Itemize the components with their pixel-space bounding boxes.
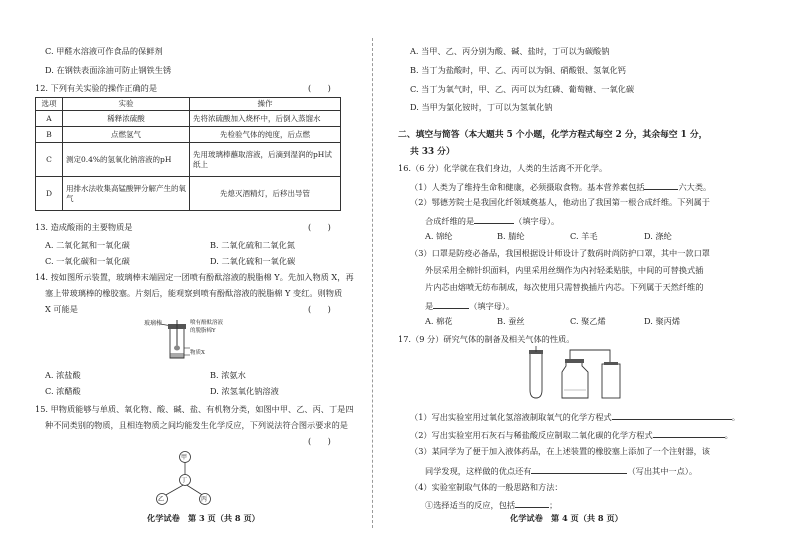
q14-option-c: C. 浓醋酸 (45, 386, 81, 396)
q12-answer-paren: ( ) (308, 83, 331, 93)
q14-stem-line3: X 可能是 (45, 304, 78, 314)
table-row (36, 143, 341, 177)
q17-part1-text: （1）写出实验室用过氧化氢溶液制取氧气的化学方程式 (410, 412, 612, 422)
q17-part4-sub1: ①选择适当的反应，包括 ； (425, 500, 558, 510)
q14-option-a: A. 浓盐酸 (45, 370, 81, 380)
table-cell-operation: 先将浓硫酸加入烧杯中，后倒入蒸馏水 (190, 111, 341, 127)
q11-option-c: C. 甲醛水溶液可作食品的保鲜剂 (45, 46, 163, 56)
q14-stem-line2: 塞上带玻璃棒的橡胶塞。片刻后，能观察到喷有酚酞溶液的脱脂棉 Y 变红。则物质 (45, 288, 343, 298)
q15-option-c: C. 当丁为氧气时，甲、乙、丙可以为红磷、葡萄糖、一氧化碳 (410, 84, 635, 94)
q16-part2-suffix: （填字母）。 (514, 216, 560, 226)
table-row (36, 127, 341, 143)
q17-part4-sub1-text: ①选择适当的反应，包括 (425, 500, 516, 510)
q16-part3-option-d: D. 聚丙烯 (644, 316, 681, 326)
q17-part3-text: 同学发现，这样做的优点还有 (425, 466, 532, 476)
q15-node-yi: 乙 (158, 496, 165, 503)
q16-part2-blank[interactable] (474, 214, 514, 224)
q14-figure-label-cotton1: 喷有酚酞溶液 (190, 320, 224, 326)
q16-part1-blank[interactable] (644, 180, 678, 190)
page-footer-left: 化学试卷 第 3 页（共 8 页） (147, 513, 260, 523)
q15-stem-line1: 15. 甲物质能够与单质、氧化物、酸、碱、盐、有机物分类，如图中甲、乙、丙、丁是四 (35, 404, 354, 414)
table-cell-operation: 先用玻璃棒蘸取溶液，后滴到湿润的pH试纸上 (190, 143, 341, 177)
q16-part2-option-d: D. 涤纶 (644, 231, 672, 241)
q14-answer-paren: ( ) (308, 304, 331, 314)
page-footer-right: 化学试卷 第 4 页（共 8 页） (510, 513, 623, 523)
q17-part1-blank[interactable] (612, 410, 732, 420)
q14-figure-label-cotton2: 的脱脂棉Y (190, 328, 216, 334)
q15-stem-line2: 种不同类别的物质，且相连物质之间均能发生化学反应，下列说法符合图示要求的是 (45, 420, 348, 430)
q15-node-ding: 丁 (181, 477, 188, 484)
q16-part2-line2 (425, 214, 559, 227)
q17-apparatus-figure (524, 346, 634, 402)
q16-part2-text: 合成纤维的是 (425, 216, 475, 226)
q16-part2-option-a: A. 锦纶 (425, 231, 453, 241)
q15-option-a: A. 当甲、乙、丙分别为酸、碱、盐时，丁可以为碳酸钠 (410, 46, 610, 56)
q14-figure-label-substance: 物质X (190, 350, 205, 356)
q14-option-b: B. 浓氨水 (210, 370, 246, 380)
q16-part3-line1: （3）口罩是防疫必备品，我国根据设计师设计了数码时尚防护口罩，其中一款口罩 (410, 248, 710, 258)
page-divider (372, 38, 373, 528)
q15-option-d: D. 当甲为氯化铵时，丁可以为氢氧化钠 (410, 102, 553, 112)
q16-stem: 16.（6 分）化学就在我们身边，人类的生活离不开化学。 (398, 163, 608, 173)
q14-option-d: D. 浓氢氧化钠溶液 (210, 386, 279, 396)
q16-part3-line2: 外层采用全棉针织面料，内里采用丝绸作为内衬轻柔贴肤，中间的可替换式插 (425, 265, 704, 275)
q13-option-c: C. 一氧化碳和一氧化碳 (45, 256, 130, 266)
q14-figure-label-glass-rod: 玻璃棒 (144, 320, 163, 327)
q17-stem: 17.（9 分）研究气体的制备及相关气体的性质。 (398, 334, 575, 344)
q16-part2-option-c: C. 羊毛 (570, 231, 598, 241)
q13-option-d: D. 二氧化硫和一氧化碳 (210, 256, 296, 266)
q13-answer-paren: ( ) (308, 222, 331, 232)
section-2-heading-line1: 二、填空与简答（本大题共 5 个小题，化学方程式每空 2 分，其余每空 1 分， (398, 130, 708, 140)
q16-part2-option-b: B. 腈纶 (497, 231, 525, 241)
q13-option-a: A. 二氧化氮和一氧化碳 (45, 240, 130, 250)
q17-part3-blank[interactable] (531, 464, 627, 474)
table-row (36, 177, 341, 211)
table-header-experiment: 实验 (63, 98, 190, 111)
q12-stem: 12. 下列有关实验的操作正确的是 (35, 83, 158, 93)
q14-stem-line1: 14. 按如图所示装置，玻璃棒末端固定一团喷有酚酞溶液的脱脂棉 Y。先加入物质 X，再 (35, 272, 354, 282)
q16-part3-option-a: A. 棉花 (425, 316, 453, 326)
q17-part2-text: （2）写出实验室用石灰石与稀盐酸反应制取二氧化碳的化学方程式 (410, 430, 653, 440)
q14-apparatus-figure (160, 318, 194, 362)
q13-option-b: B. 二氧化硫和二氧化氮 (210, 240, 295, 250)
table-cell-experiment: 测定0.4%的氢氧化钠溶液的pH (63, 143, 190, 177)
table-cell-option: D (36, 177, 63, 211)
table-cell-experiment: 稀释浓硫酸 (63, 111, 190, 127)
table-cell-experiment: 点燃氢气 (63, 127, 190, 143)
q16-part3-text: 是 (425, 301, 434, 311)
q17-part4-sub1-blank[interactable] (515, 498, 549, 508)
q16-part2-line1: （2）鄂德芳院士是我国化纤领域奠基人，他动出了我国第一根合成纤维。下列属于 (410, 197, 710, 207)
q16-part3-line3: 片内芯由熔喷无纺布制成，每次使用只需替换插片内芯。下列属于天然纤维的 (425, 282, 704, 292)
q17-part2-blank[interactable] (653, 428, 725, 438)
q17-part2: （2）写出实验室用石灰石与稀盐酸反应制取二氧化碳的化学方程式 。 (410, 430, 733, 440)
q15-node-jia: 甲 (181, 454, 188, 461)
q16-part1 (410, 180, 711, 193)
q17-part3-suffix: （写出其中一点）。 (627, 466, 698, 476)
table-cell-experiment: 用排水法收集高锰酸钾分解产生的氧气 (63, 177, 190, 211)
section-2-heading-line2: 共 33 分） (410, 147, 455, 157)
q17-part3-line2 (425, 464, 697, 477)
table-row (36, 111, 341, 127)
q16-part3-option-b: B. 蚕丝 (497, 316, 525, 326)
q16-part1-text: （1）人类为了维持生命和健康，必须摄取食物。基本营养素包括 (410, 182, 645, 192)
q11-option-d: D. 在钢铁表面涂油可防止钢铁生锈 (45, 65, 172, 75)
q17-part1: （1）写出实验室用过氧化氢溶液制取氧气的化学方程式 。 (410, 412, 740, 422)
table-cell-option: C (36, 143, 63, 177)
table-header-option: 选项 (36, 98, 63, 111)
q16-part3-option-c: C. 聚乙烯 (570, 316, 606, 326)
q17-part3-line1: （3）某同学为了便于加入液体药品，在上述装置的橡胶塞上添加了一个注射器，该 (410, 446, 710, 456)
q15-node-bing: 丙 (201, 496, 208, 503)
q15-answer-paren: ( ) (308, 436, 331, 446)
q17-part4: （4）实验室制取气体的一般思路和方法： (410, 482, 563, 492)
table-header-operation: 操作 (190, 98, 341, 111)
table-cell-option: A (36, 111, 63, 127)
q16-part3-blank[interactable] (433, 299, 469, 309)
q16-part3-line4 (425, 299, 514, 312)
q15-option-b: B. 当丁为盐酸时，甲、乙、丙可以为铜、硝酸银、氢氧化钙 (410, 65, 626, 75)
q12-experiment-table (35, 97, 341, 211)
table-cell-option: B (36, 127, 63, 143)
q16-part3-suffix: （填字母）。 (469, 301, 515, 311)
table-cell-operation: 先检验气体的纯度，后点燃 (190, 127, 341, 143)
table-cell-operation: 先熄灭酒精灯，后移出导管 (190, 177, 341, 211)
q16-part1-suffix: 六大类。 (678, 182, 712, 192)
q13-stem: 13. 造成酸雨的主要物质是 (35, 222, 133, 232)
